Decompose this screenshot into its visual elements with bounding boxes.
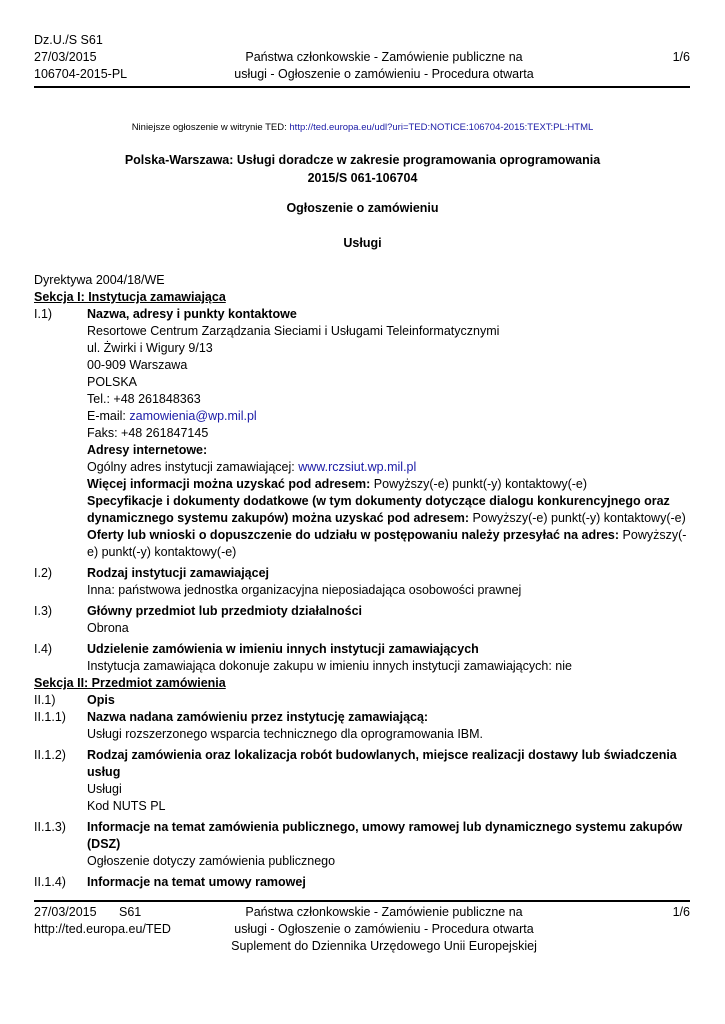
footer-divider	[34, 900, 690, 902]
more-info-line	[87, 476, 694, 493]
header-journal-ref: Dz.U./S S61	[34, 33, 103, 47]
directive: Dyrektywa 2004/18/WE	[34, 273, 165, 287]
header-center	[194, 49, 574, 83]
internet-addresses-title: Adresy internetowe:	[87, 443, 208, 457]
item-value: Inna: państwowa jednostka organizacyjna nieposiadająca osobowości prawnej	[87, 583, 522, 597]
section-i4	[34, 641, 694, 675]
header-center-line: Państwa członkowskie - Zamówienie publiczne na	[245, 50, 523, 64]
item-number: II.1)	[34, 693, 56, 707]
item-number: II.1.1)	[34, 710, 66, 724]
section-i1	[34, 306, 694, 561]
section-1-heading: Sekcja I: Instytucja zamawiająca	[34, 290, 226, 304]
org-city: 00-909 Warszawa	[87, 358, 188, 372]
title-reference: 2015/S 061-106704	[307, 171, 418, 185]
spec-docs-label: Specyfikacje i dokumenty dodatkowe (w tym dokumenty dotyczące dialogu konkurencyjnego oraz dynamicznego systemu zakupów) można uzyskać pod adresem:	[87, 494, 670, 525]
spec-docs-value: Powyższy(-e) punkt(-y) kontaktowy(-e)	[472, 511, 686, 525]
item-value: Obrona	[87, 621, 129, 635]
item-value: Instytucja zamawiająca dokonuje zakupu w imieniu innych instytucji zamawiających: nie	[87, 659, 572, 673]
title-line: Polska-Warszawa: Usługi doradcze w zakresie programowania oprogramowania	[124, 153, 601, 167]
org-fax: Faks: +48 261847145	[87, 426, 209, 440]
item-value: Usługi	[87, 782, 122, 796]
page-header	[34, 32, 690, 87]
more-info-value: Powyższy(-e) punkt(-y) kontaktowy(-e)	[373, 477, 588, 491]
org-country: POLSKA	[87, 375, 138, 389]
document-body	[34, 272, 694, 891]
item-number: II.1.3)	[34, 820, 66, 834]
section-i3	[34, 603, 694, 637]
header-page-number: 1/6	[672, 50, 690, 64]
more-info-label: Więcej informacji można uzyskać pod adresem:	[87, 477, 374, 491]
section-ii13	[34, 819, 694, 870]
ted-notice-link[interactable]: http://ted.europa.eu/udl?uri=TED:NOTICE:106704-2015:TEXT:PL:HTML	[289, 122, 594, 133]
footer-center	[194, 904, 574, 955]
item-title: Nazwa nadana zamówieniu przez instytucję zamawiającą:	[87, 710, 429, 724]
general-address-link[interactable]: www.rczsiut.wp.mil.pl	[298, 460, 417, 474]
footer-code: S61	[119, 905, 142, 919]
offers-line	[87, 527, 694, 561]
item-title: Rodzaj instytucji zamawiającej	[87, 566, 270, 580]
section-ii11	[34, 709, 694, 743]
page-title	[60, 151, 665, 187]
item-value: Usługi rozszerzonego wsparcia technicznego dla oprogramowania IBM.	[87, 727, 484, 741]
item-number: I.3)	[34, 604, 53, 618]
header-left	[34, 32, 127, 83]
item-title: Informacje na temat umowy ramowej	[87, 875, 306, 889]
item-title: Nazwa, adresy i punkty kontaktowe	[87, 307, 297, 321]
section-ii1	[34, 692, 694, 709]
section-i2	[34, 565, 694, 599]
footer-center-line: Suplement do Dziennika Urzędowego Unii Europejskiej	[231, 939, 537, 953]
nuts-code: Kod NUTS PL	[87, 799, 166, 813]
header-divider	[34, 86, 690, 88]
item-title: Rodzaj zamówienia oraz lokalizacja robót budowlanych, miejsce realizacji dostawy lub świadczenia usług	[87, 748, 677, 779]
footer-page-number: 1/6	[672, 905, 690, 919]
offers-label: Oferty lub wnioski o dopuszczenie do udziału w postępowaniu należy przesyłać na adres:	[87, 528, 623, 542]
org-street: ul. Żwirki i Wigury 9/13	[87, 341, 213, 355]
org-tel: Tel.: +48 261848363	[87, 392, 201, 406]
section-ii12	[34, 747, 694, 815]
item-number: I.1)	[34, 307, 53, 321]
footer-date: 27/03/2015	[34, 905, 97, 919]
item-number: I.4)	[34, 642, 53, 656]
email-label: E-mail:	[87, 409, 130, 423]
ted-notice	[0, 122, 725, 133]
item-value: Ogłoszenie dotyczy zamówienia publicznego	[87, 854, 336, 868]
item-title: Informacje na temat zamówienia publicznego, umowy ramowej lub dynamicznego systemu zakupów (DSZ)	[87, 820, 683, 851]
notice-type: Ogłoszenie o zamówieniu	[286, 201, 439, 215]
email-link[interactable]: zamowienia@wp.mil.pl	[129, 409, 257, 423]
item-number: II.1.2)	[34, 748, 66, 762]
spec-docs-line	[87, 493, 694, 527]
contract-type: Usługi	[343, 236, 382, 250]
header-notice-id: 106704-2015-PL	[34, 67, 128, 81]
section-ii14	[34, 874, 694, 891]
footer-center-line: Państwa członkowskie - Zamówienie publiczne na	[245, 905, 523, 919]
org-email-line	[87, 408, 694, 425]
general-address-line	[87, 459, 694, 476]
header-center-line: usługi - Ogłoszenie o zamówieniu - Procedura otwarta	[234, 67, 534, 81]
ted-notice-label: Niniejsze ogłoszenie w witrynie TED:	[131, 122, 290, 133]
item-number: II.1.4)	[34, 875, 66, 889]
item-title: Opis	[87, 693, 115, 707]
item-title: Udzielenie zamówienia w imieniu innych instytucji zamawiających	[87, 642, 479, 656]
section-2-heading: Sekcja II: Przedmiot zamówienia	[34, 676, 226, 690]
footer-center-line: usługi - Ogłoszenie o zamówieniu - Procedura otwarta	[234, 922, 534, 936]
header-date: 27/03/2015	[34, 50, 97, 64]
item-title: Główny przedmiot lub przedmioty działalności	[87, 604, 363, 618]
footer-url: http://ted.europa.eu/TED	[34, 922, 171, 936]
item-number: I.2)	[34, 566, 53, 580]
offers-value: Powyższy(-e) punkt(-y) kontaktowy(-e)	[87, 528, 687, 559]
general-address-label: Ogólny adres instytucji zamawiającej:	[87, 460, 299, 474]
footer-left	[34, 904, 171, 938]
org-name: Resortowe Centrum Zarządzania Sieciami i Usługami Teleinformatycznymi	[87, 324, 500, 338]
